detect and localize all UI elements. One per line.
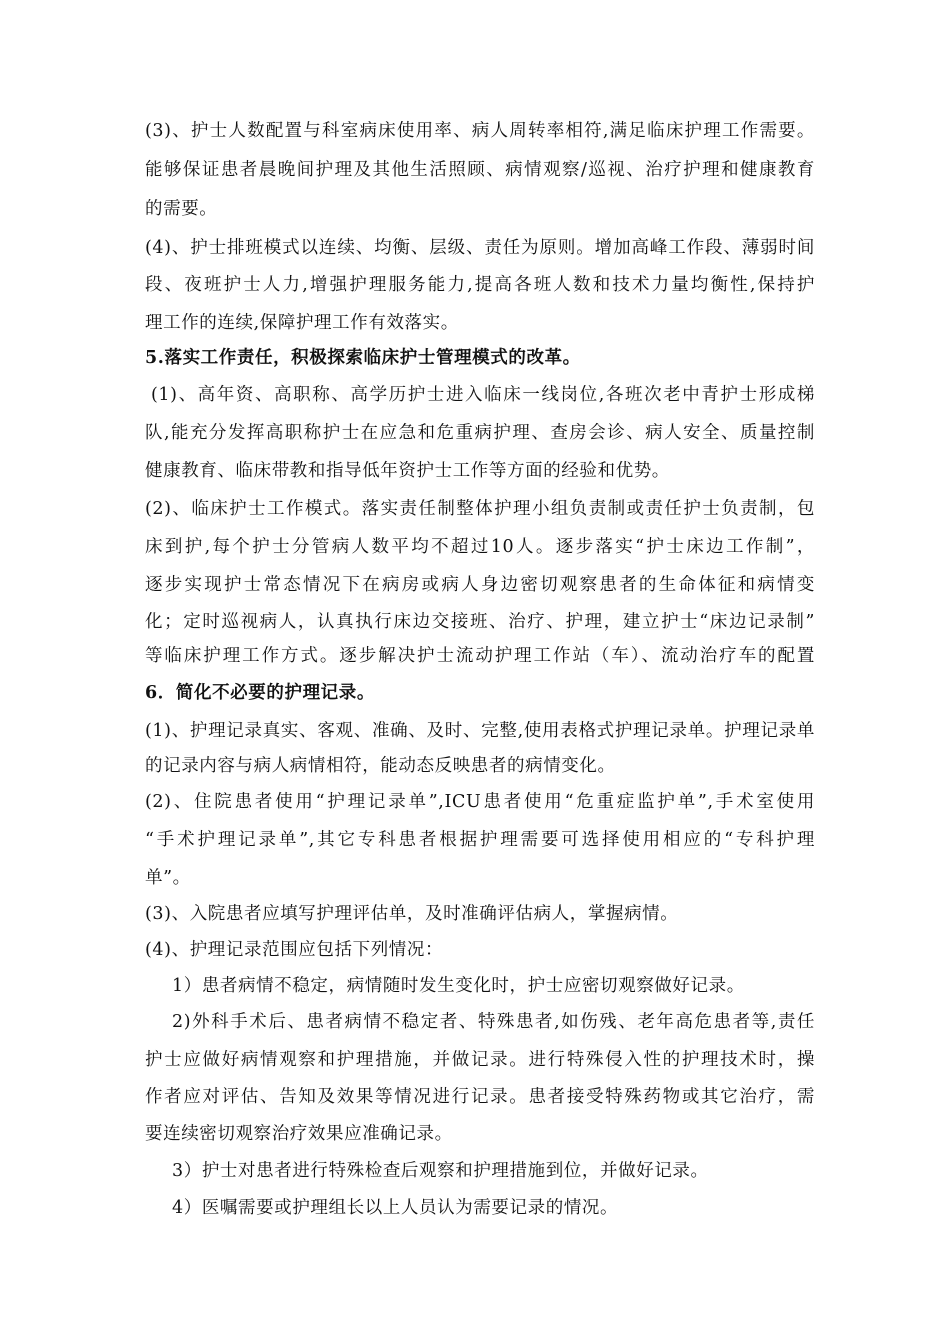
text-line: 要连续密切观察治疗效果应准确记录。 (145, 1124, 453, 1144)
text-line: (3)、入院患者应填写护理评估单，及时准确评估病人，掌握病情。 (145, 904, 679, 924)
text-line: 床到护,每个护士分管病人数平均不超过10人。逐步落实“护士床边工作制”， (145, 537, 815, 557)
text-line: 2)外科手术后、患者病情不稳定者、特殊患者,如伤残、老年高危患者等,责任 (172, 1012, 815, 1032)
text-line: 的需要。 (145, 199, 218, 219)
text-line: 1）患者病情不稳定，病情随时发生变化时，护士应密切观察做好记录。 (172, 976, 745, 996)
section-heading: 6．简化不必要的护理记录。 (145, 683, 375, 703)
text-line: 健康教育、临床带教和指导低年资护士工作等方面的经验和优势。 (145, 461, 670, 481)
text-line: (1)、护理记录真实、客观、准确、及时、完整,使用表格式护理记录单。护理记录单 (145, 721, 815, 741)
text-line: 的记录内容与病人病情相符，能动态反映患者的病情变化。 (145, 756, 616, 776)
text-line: (2)、临床护士工作模式。落实责任制整体护理小组负责制或责任护士负责制，包 (145, 499, 815, 519)
text-line: (4)、护理记录范围应包括下列情况： (145, 940, 444, 960)
text-line: 队,能充分发挥高职称护士在应急和危重病护理、查房会诊、病人安全、质量控制 (145, 423, 815, 443)
text-line: 段、夜班护士人力,增强护理服务能力,提高各班人数和技术力量均衡性,保持护 (145, 275, 815, 295)
text-line: (3)、护士人数配置与科室病床使用率、病人周转率相符,满足临床护理工作需要。 (145, 121, 815, 141)
text-line: 作者应对评估、告知及效果等情况进行记录。患者接受特殊药物或其它治疗，需 (145, 1087, 815, 1107)
text-line: (1)、高年资、高职称、高学历护士进入临床一线岗位,各班次老中青护士形成梯 (151, 385, 815, 405)
text-line: (2)、住院患者使用“护理记录单”,ICU患者使用“危重症监护单”,手术室使用 (145, 792, 815, 812)
text-line: (4)、护士排班模式以连续、均衡、层级、责任为原则。增加高峰工作段、薄弱时间 (145, 238, 815, 258)
text-line: 化；定时巡视病人，认真执行床边交接班、治疗、护理，建立护士“床边记录制” (145, 612, 815, 632)
text-line: 4）医嘱需要或护理组长以上人员认为需要记录的情况。 (172, 1198, 619, 1218)
text-line: 理工作的连续,保障护理工作有效落实。 (145, 313, 459, 333)
text-line: 能够保证患者晨晚间护理及其他生活照顾、病情观察/巡视、治疗护理和健康教育 (145, 160, 815, 180)
text-line: 3）护士对患者进行特殊检查后观察和护理措施到位，并做好记录。 (172, 1161, 709, 1181)
section-heading: 5.落实工作责任，积极探索临床护士管理模式的改革。 (145, 348, 581, 368)
text-line: 逐步实现护士常态情况下在病房或病人身边密切观察患者的生命体征和病情变 (145, 575, 815, 595)
text-line: 等临床护理工作方式。逐步解决护士流动护理工作站（车）、流动治疗车的配置 (145, 646, 815, 666)
text-line: 护士应做好病情观察和护理措施，并做记录。进行特殊侵入性的护理技术时，操 (145, 1050, 815, 1070)
text-line: “手术护理记录单”,其它专科患者根据护理需要可选择使用相应的“专科护理 (145, 830, 815, 850)
text-line: 单”。 (145, 868, 191, 888)
